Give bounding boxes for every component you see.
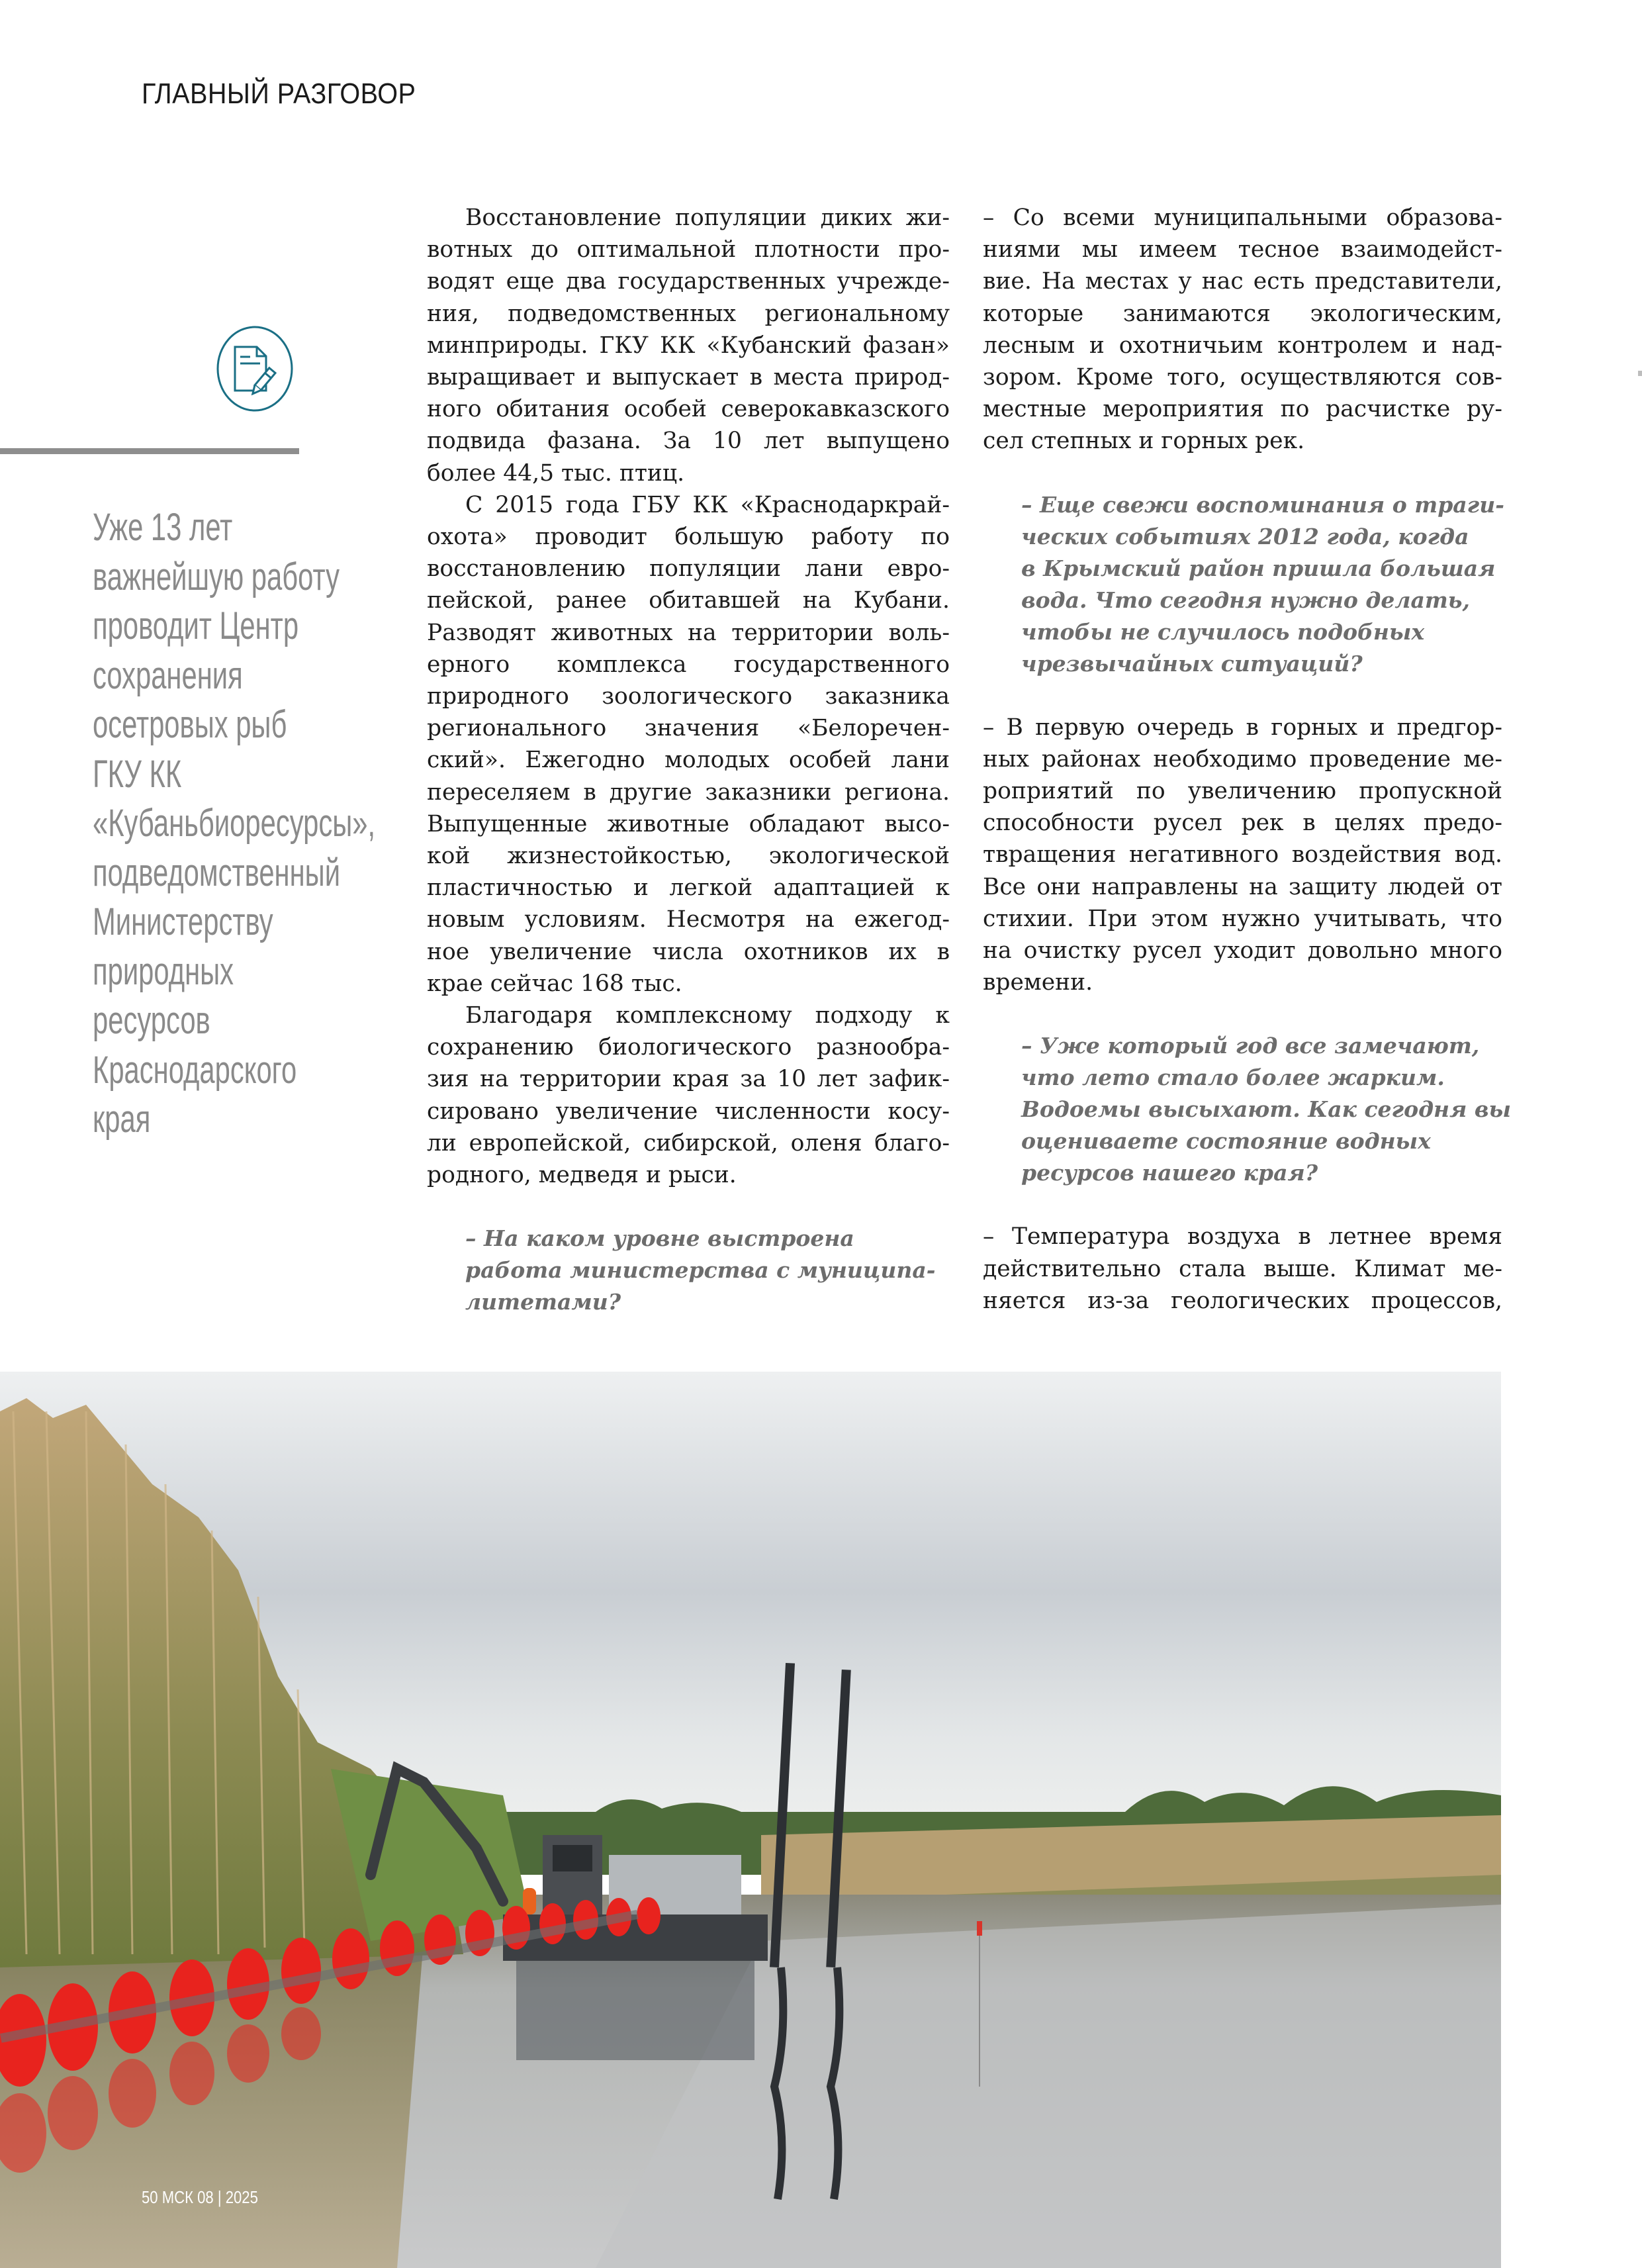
paragraph [427,202,950,489]
text-line: Выпущенные животные обладают высо- [427,810,950,837]
interview-answer [983,1221,1502,1317]
text-line: более 44,5 тыс. птиц. [427,459,685,487]
document-edit-icon [212,326,298,412]
interview-question [427,1223,950,1318]
pull-quote-line: осетровых рыб [93,703,287,746]
text-line: ли европейской, сибирской, оленя благо- [427,1129,950,1157]
text-line: на очистку русел уходит довольно много [983,937,1502,965]
text-line: способности русел рек в целях предо- [983,810,1502,837]
text-line: сировано увеличение численности косу- [427,1098,950,1125]
paragraph [427,489,950,1000]
interview-answer [983,202,1502,457]
pull-quote-line: природных [93,949,234,993]
text-line: лесным и охотничьим контролем и над- [983,332,1502,359]
text-line: охота» проводит большую работу по [427,524,950,551]
text-line: регионального значения «Белоречен- [427,715,950,742]
crop-mark [1638,371,1642,376]
paragraph [427,1000,950,1191]
text-line: переселяем в другие заказники региона. [427,779,950,806]
text-line: которые занимаются экологическим, [983,300,1502,327]
pull-quote-line: ГКУ КК [93,752,182,796]
question-line: – На каком уровне выстроена [465,1225,854,1252]
interview-answer [983,712,1502,999]
text-line: Разводят животных на территории воль- [427,619,950,646]
pull-quote-line: «Кубаньбиоресурсы», [93,802,376,845]
text-line: вотных до оптимальной плотности про- [427,236,950,263]
article-photo [0,1372,1501,2268]
text-line: кой жизнестойкостью, экологической [427,843,950,870]
text-line: минприроды. ГКУ КК «Кубанский фазан» [427,332,950,359]
interview-question [983,489,1502,680]
text-line: роприятий по увеличению пропускной [983,778,1502,805]
question-line: Водоемы высыхают. Как сегодня вы [1021,1096,1512,1123]
text-line: восстановлению популяции лани евро- [427,555,950,583]
text-line: времени. [983,969,1093,996]
pull-quote-line: Министерству [93,900,273,943]
text-line: родного, медведя и рыси. [427,1162,737,1189]
page-folio: 50 МСК 08 | 2025 [142,2187,258,2207]
question-line: в Крымский район пришла большая [1021,555,1496,581]
question-line: – Еще свежи воспоминания о траги- [1021,491,1504,518]
text-line: ерного комплекса государственного [427,651,950,678]
dredging-photo-illustration [0,1372,1501,2268]
text-line: – Со всеми муниципальными образова- [983,205,1502,231]
pull-quote-line: подведомственный [93,851,341,894]
question-line: работа министерства с муниципа- [465,1257,936,1284]
pull-quote-line: важнейшую работу [93,555,340,598]
question-line: что лето стало более жарким. [1021,1064,1445,1091]
text-line: ного обитания особей северокавказского [427,396,950,423]
question-line: ресурсов нашего края? [1021,1160,1318,1186]
question-line: ческих событиях 2012 года, когда [1021,523,1469,549]
text-line: действительно стала выше. Климат ме- [983,1255,1502,1282]
text-line: твращения негативного воздействия вод. [983,841,1502,869]
pull-quote-line: проводит Центр [93,604,299,647]
text-line: – Температура воздуха в летнее время [983,1223,1502,1251]
text-line: зором. Кроме того, осуществляются сов- [983,364,1502,391]
text-line: крае сейчас 168 тыс. [427,970,682,997]
question-line: вода. Что сегодня нужно делать, [1021,587,1471,613]
text-line: новым условиям. Несмотря на ежегод- [427,906,950,933]
text-line: сел степных и горных рек. [983,428,1305,455]
pull-quote-line: края [93,1098,151,1141]
pull-quote [93,503,376,1145]
pull-quote-line: Уже 13 лет [93,506,233,549]
question-line: чрезвычайных ситуаций? [1021,650,1363,677]
article-column-middle [427,202,950,1318]
text-line: зия на территории края за 10 лет зафик- [427,1066,950,1093]
pull-quote-line: ресурсов [93,999,210,1042]
text-line: ное увеличение числа охотников их в [427,938,950,965]
interview-question [983,1030,1512,1189]
text-line: подвида фазана. За 10 лет выпущено [427,428,950,455]
pull-quote-line: Краснодарского [93,1048,297,1092]
text-line: няется из-за геологических процессов, [983,1287,1502,1314]
text-line: ных районах необходимо проведение ме- [983,745,1502,773]
question-line: – Уже который год все замечают, [1021,1033,1480,1059]
text-line: ния, подведомственных региональному [427,300,950,327]
text-line: Все они направлены на защиту людей от [983,873,1502,900]
text-line: пластичностью и легкой адаптацией к [427,874,950,902]
text-line: местные мероприятия по расчистке ру- [983,396,1502,423]
pull-quote-line: сохранения [93,653,243,697]
text-line: Восстановление популяции диких жи- [465,205,950,231]
text-line: сохранению биологического разнообра- [427,1034,950,1061]
question-line: чтобы не случилось подобных [1021,618,1425,645]
text-line: ский». Ежегодно молодых особей лани [427,747,950,774]
text-line: – В первую очередь в горных и предгор- [983,714,1502,741]
article-column-right [983,202,1512,1317]
sidebar-divider [0,448,299,454]
text-line: природного зоологического заказника [427,683,950,710]
text-line: выращивает и выпускает в места природ- [427,364,950,391]
text-line: ниями мы имеем тесное взаимодейст- [983,236,1502,263]
text-line: Благодаря комплексному подходу к [465,1002,950,1029]
text-line: С 2015 года ГБУ КК «Краснодаркрай- [465,491,950,518]
text-line: водят еще два государственных учрежде- [427,268,950,295]
text-line: пейской, ранее обитавшей на Кубани. [427,587,950,614]
question-line: литетами? [465,1289,621,1315]
text-line: стихии. При этом нужно учитывать, что [983,905,1502,932]
section-title: ГЛАВНЫЙ РАЗГОВОР [142,77,416,110]
text-line: вие. На местах у нас есть представители, [983,268,1502,295]
question-line: оцениваете состояние водных [1021,1128,1431,1155]
